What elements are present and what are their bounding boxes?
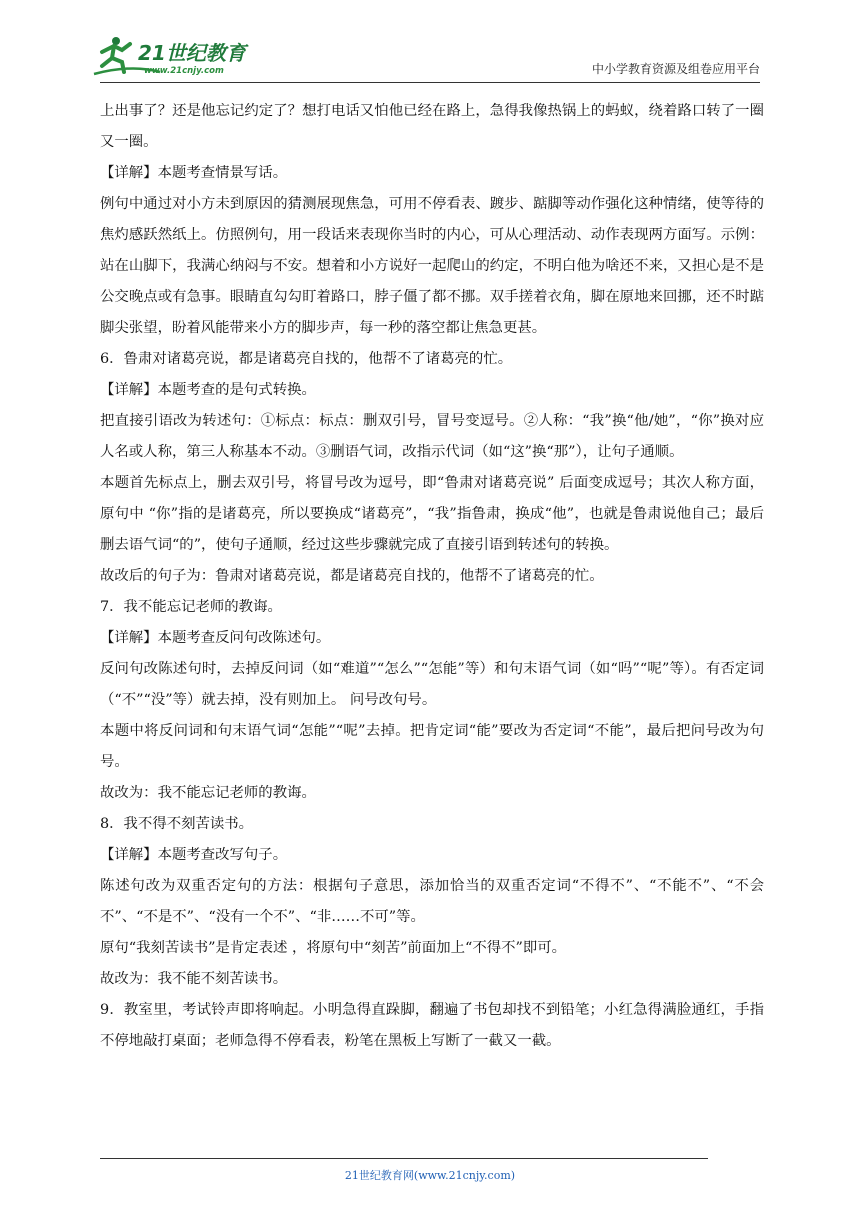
paragraph: 例句中通过对小方未到原因的猜测展现焦急，可用不停看表、踱步、踮脚等动作强化这种情绪，使等待的焦灼感跃然纸上。仿照例句，用一段话来表现你当时的内心，可从心理活动、动作表现两方面写。示例：站在山脚下，我满心纳闷与不安。想着和小方说好一起爬山的约定，不明白他为啥还不来，又担心是不是公交晚点或有急事。眼睛直勾勾盯着路口，脖子僵了都不挪。双手搓着衣角，脚在原地来回挪，还不时踮脚尖张望，盼着风能带来小方的脚步声，每一秒的落空都让焦急更甚。 — [100, 196, 764, 336]
document-body — [100, 96, 764, 1057]
paragraph: 本题首先标点上，删去双引号，将冒号改为逗号，即“鲁肃对诸葛亮说” 后面变成逗号；其次人称方面，原句中 “你”指的是诸葛亮，所以要换成“诸葛亮”，“我”指鲁肃，换成“他”，也就是鲁肃说他自己；最后删去语气词“的”，使句子通顺，经过这些步骤就完成了直接引语到转述句的转换。 — [100, 475, 764, 553]
logo-url: www.21cnjy.com — [144, 66, 224, 76]
question-answer: 8．我不得不刻苦读书。 — [100, 816, 254, 832]
paragraph: 故改为：我不能不刻苦读书。 — [100, 971, 288, 987]
paragraph: 原句“我刻苦读书”是肯定表述 ，将原句中“刻苦”前面加上“不得不”即可。 — [100, 940, 567, 956]
header-divider — [100, 82, 760, 83]
question-answer: 6．鲁肃对诸葛亮说，都是诸葛亮自找的，他帮不了诸葛亮的忙。 — [100, 351, 513, 367]
runner-logo-icon — [92, 34, 262, 80]
paragraph: 本题中将反问词和句末语气词“怎能”“呢”去掉。把肯定词“能”要改为否定词“不能”，最后把问号改为句号。 — [100, 723, 764, 770]
logo-title: 21世纪教育 — [138, 41, 246, 65]
paragraph: 反问句改陈述句时，去掉反问词（如“难道”“怎么”“怎能”等）和句末语气词（如“吗”“呢”等）。有否定词（“不”“没”等）就去掉，没有则加上。 问号改句号。 — [100, 661, 764, 708]
paragraph: 上出事了？还是他忘记约定了？想打电话又怕他已经在路上，急得我像热锅上的蚂蚁，绕着路口转了一圈又一圈。 — [100, 103, 764, 150]
paragraph: 故改后的句子为：鲁肃对诸葛亮说，都是诸葛亮自找的，他帮不了诸葛亮的忙。 — [100, 568, 604, 584]
footer-divider — [100, 1158, 708, 1159]
footer-link[interactable]: 21世纪教育网(www.21cnjy.com) — [344, 1169, 516, 1182]
paragraph: 【详解】本题考查的是句式转换。 — [100, 382, 316, 398]
paragraph: 【详解】本题考查反问句改陈述句。 — [100, 630, 331, 646]
paragraph: 陈述句改为双重否定句的方法：根据句子意思，添加恰当的双重否定词“不得不”、“不能不”、“不会不”、“不是不”、“没有一个不”、“非……不可”等。 — [100, 878, 764, 925]
paragraph: 【详解】本题考查情景写话。 — [100, 165, 288, 181]
site-logo[interactable] — [92, 34, 262, 80]
paragraph: 故改为：我不能忘记老师的教诲。 — [100, 785, 316, 801]
platform-tagline: 中小学教育资源及组卷应用平台 — [591, 62, 760, 76]
paragraph: 【详解】本题考查改写句子。 — [100, 847, 288, 863]
page-header — [0, 0, 860, 92]
question-answer: 7．我不能忘记老师的教诲。 — [100, 599, 282, 615]
question-answer: 9．教室里，考试铃声即将响起。小明急得直跺脚，翻遍了书包却找不到铅笔；小红急得满脸通红，手指不停地敲打桌面；老师急得不停看表，粉笔在黑板上写断了一截又一截。 — [100, 1002, 764, 1049]
paragraph: 把直接引语改为转述句：①标点：标点：删双引号，冒号变逗号。②人称：“我”换“他/她”，“你”换对应人名或人称，第三人称基本不动。③删语气词，改指示代词（如“这”换“那”），让句子通顺。 — [100, 413, 764, 460]
